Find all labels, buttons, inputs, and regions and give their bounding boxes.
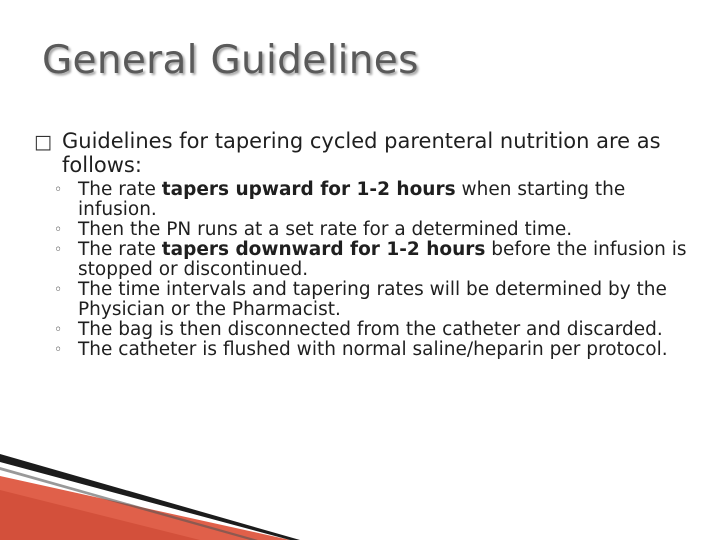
circle-bullet-icon: ◦ (54, 222, 63, 238)
list-item (34, 240, 694, 280)
list-item (34, 220, 694, 240)
item-bold-text: tapers upward for 1-2 hours (161, 179, 456, 200)
circle-bullet-icon: ◦ (54, 342, 63, 358)
level1-bullet-text: Guidelines for tapering cycled parenteral nutrition are as follows: (62, 129, 661, 177)
circle-bullet-icon: ◦ (54, 242, 63, 258)
item-text: The rate (78, 239, 162, 260)
list-item (34, 320, 694, 340)
item-text: Then the PN runs at a set rate for a determined time. (78, 219, 573, 240)
item-text-end: before the infusion is stopped or discontinued. (78, 239, 687, 280)
circle-bullet-icon: ◦ (54, 282, 63, 298)
item-text: The time intervals and tapering rates will be determined by the Physician or the Pharmacist. (78, 279, 667, 320)
item-text: The catheter is flushed with normal saline/heparin per protocol. (78, 339, 668, 360)
square-bullet-icon: □ (34, 131, 52, 153)
item-text: The bag is then disconnected from the catheter and discarded. (78, 319, 663, 340)
corner-stripe-decoration (0, 440, 720, 540)
circle-bullet-icon: ◦ (54, 322, 63, 338)
item-text: The rate (78, 179, 162, 200)
slide-body (34, 129, 694, 360)
item-text-end: when starting the infusion. (78, 179, 626, 220)
circle-bullet-icon: ◦ (54, 182, 63, 198)
slide-title: General Guidelines (42, 38, 419, 83)
list-item (34, 180, 694, 220)
list-item (34, 280, 694, 320)
item-bold-text: tapers downward for 1-2 hours (161, 239, 486, 260)
sub-bullet-list (34, 180, 694, 360)
level1-bullet-item (34, 129, 694, 177)
list-item (34, 340, 694, 360)
